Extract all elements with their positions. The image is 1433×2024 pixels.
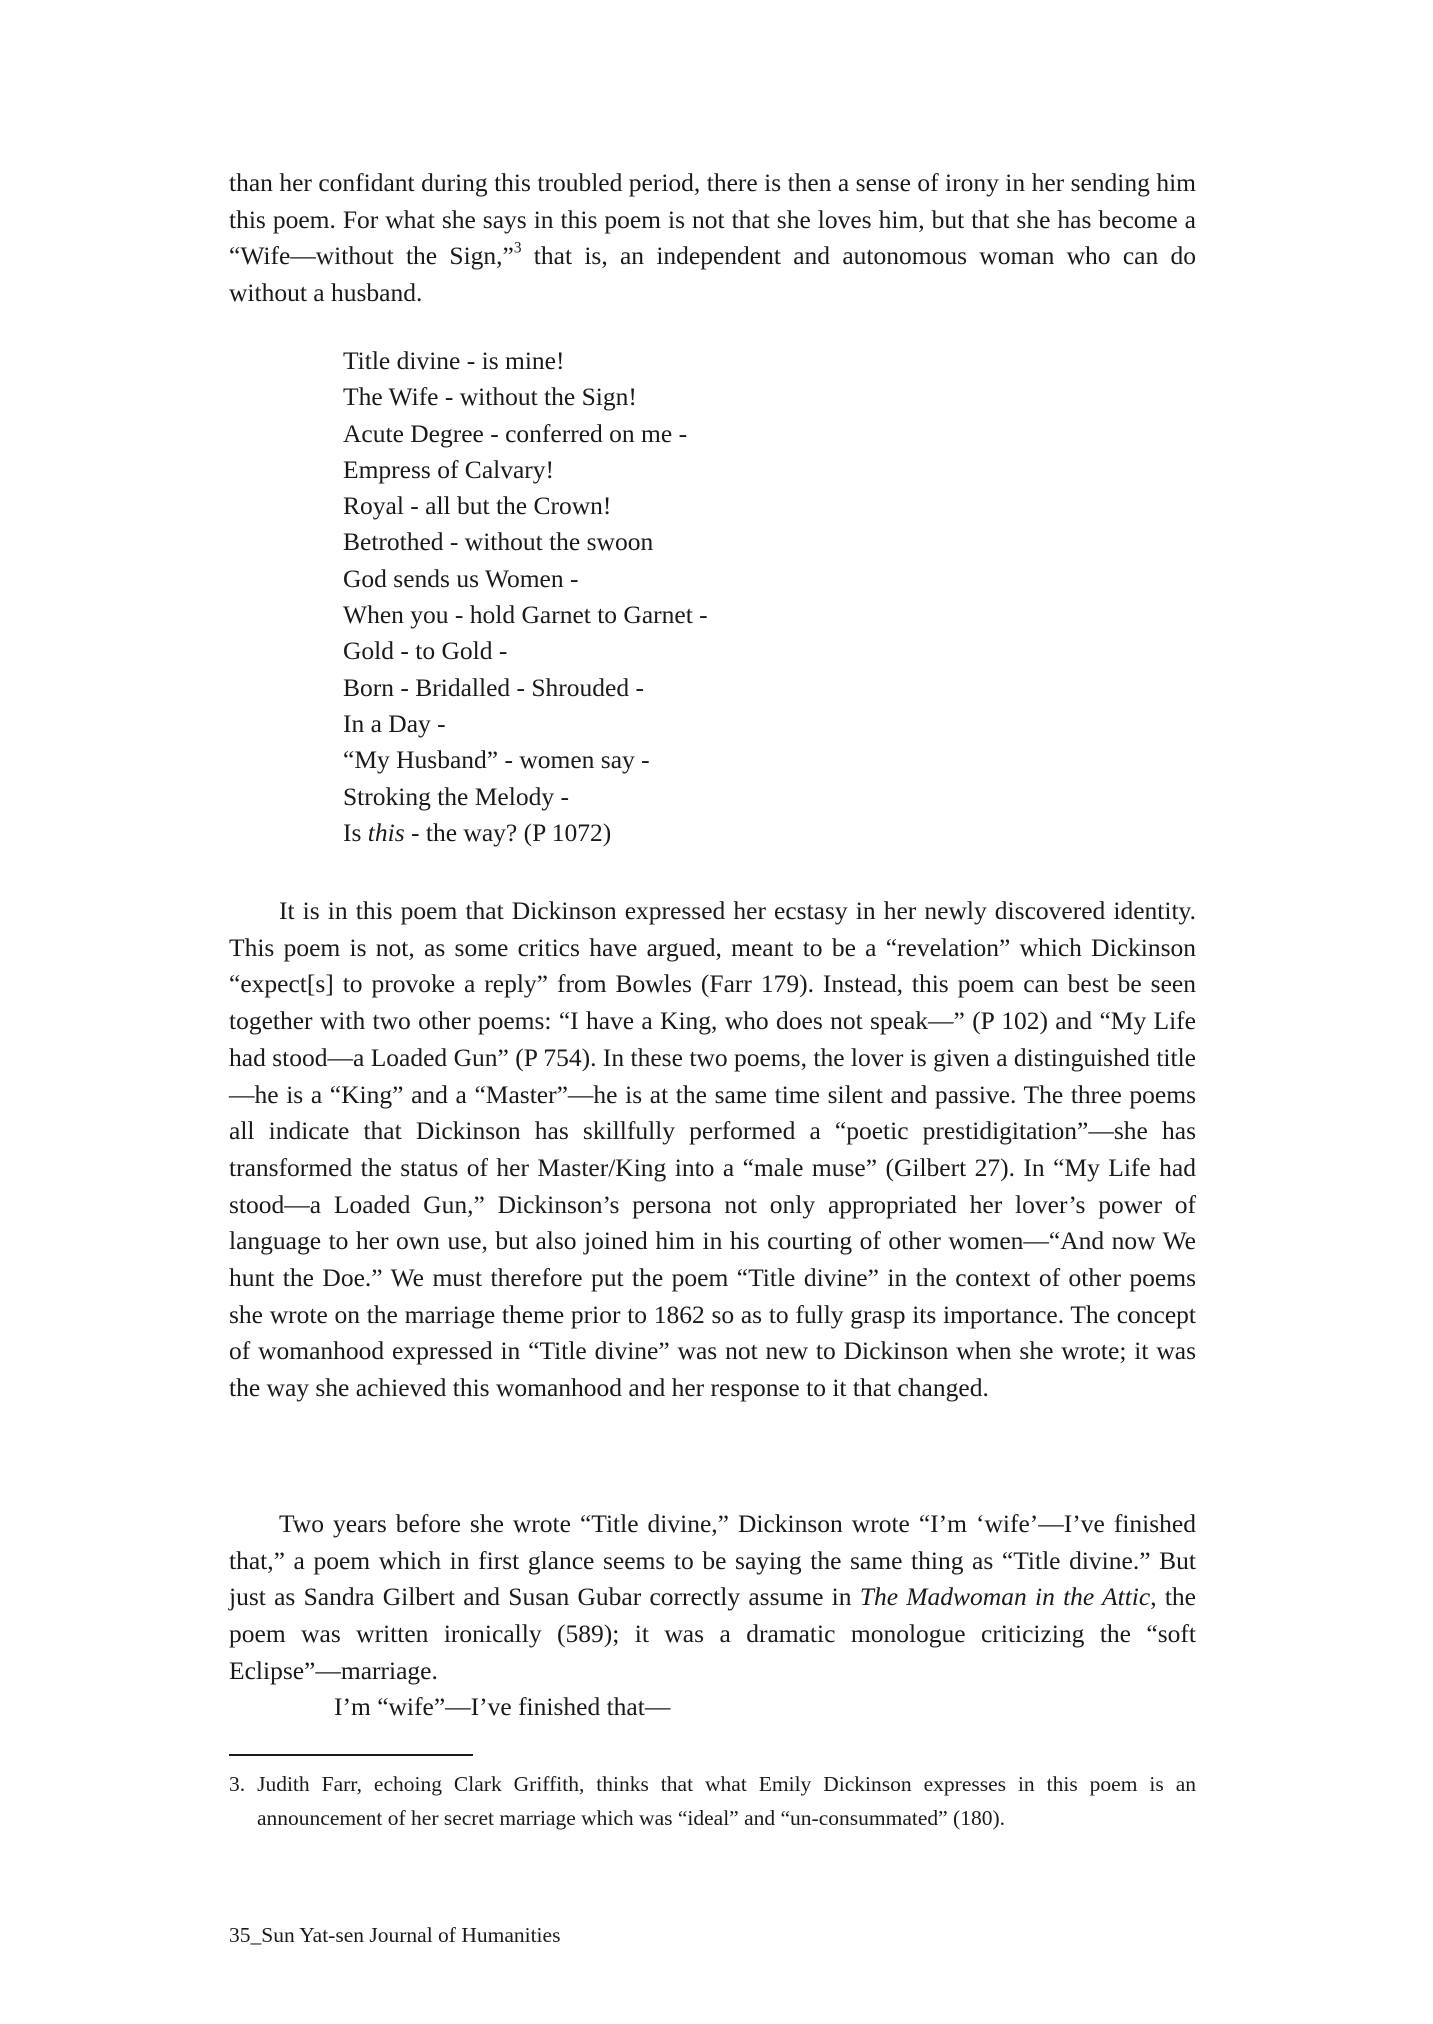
paragraph-body-1: It is in this poem that Dickinson expressed her ecstasy in her newly discovered identity. This poem is not, as some critics have argued, meant to be a “revelation” which Dickinson “expect[s] to provoke a reply” from Bowles (Farr 179). Instead, this poem can best be seen together with two other poems: “I have a King, who does not speak—” (P 102) and “My Life had stood—a Loaded Gun” (P 754). In these two poems, the lover is given a distinguished title—he is a “King” and a “Master”—he is at the same time silent and passive. The three poems all indicate that Dickinson has skillfully performed a “poetic prestidigitation”—she has transformed the status of her Master/King into a “male muse” (Gilbert 27). In “My Life had stood—a Loaded Gun,” Dickinson’s persona not only appropriated her lover’s power of language to her own use, but also joined him in his courting of other women—“And now We hunt the Doe.” We must therefore put the poem “Title divine” in the context of other poems she wrote on the marriage theme prior to 1862 so as to fully grasp its importance. The concept of womanhood expressed in “Title divine” was not new to Dickinson when she wrote; it was the way she achieved this womanhood and her response to it that changed. — [229, 896, 1196, 1403]
poem-title-divine — [343, 343, 708, 851]
footnote-divider — [229, 1754, 473, 1756]
poem-line: Empress of Calvary! — [343, 454, 555, 484]
paragraph-intro — [229, 165, 1196, 312]
poem-line: “My Husband” - women say - — [343, 745, 650, 775]
paragraph-intro-text-1: than her confidant during this troubled period, there is then a sense of irony in her sending him this poem. For what she says in this poem is not that she loves him, but that she has become a “Wife—without the Sign,” — [229, 168, 1196, 271]
poem-line: When you - hold Garnet to Garnet - — [343, 600, 708, 630]
poem-line: The Wife - without the Sign! — [343, 382, 637, 412]
paragraph-body-2 — [229, 1506, 1196, 1690]
poem-line: Born - Bridalled - Shrouded - — [343, 672, 644, 702]
page-footer: 35_Sun Yat-sen Journal of Humanities — [229, 1923, 561, 1947]
poem-line: God sends us Women - — [343, 563, 579, 593]
poem-last-line — [343, 815, 708, 851]
poem-last-line-emphasis: this — [367, 817, 405, 847]
footnote-3: 3. Judith Farr, echoing Clark Griffith, thinks that what Emily Dickinson expresses in this poem is an announcement of her secret marriage which was “ideal” and “un-consummated” (180). — [229, 1772, 1196, 1830]
book-title: The Madwoman in the Attic — [859, 1582, 1151, 1612]
paragraph-body-2-text-2: , the poem was written ironically (589); it was a dramatic monologue criticizing the “soft Eclipse”—marriage. — [229, 1582, 1196, 1685]
poem-line: In a Day - — [343, 708, 446, 738]
poem-line: Acute Degree - conferred on me - — [343, 418, 688, 448]
poem-quotation-first-line: I’m “wife”—I’ve finished that— — [334, 1692, 671, 1721]
paragraph-intro-text-2: that is, an independent and autonomous woman who can do without a husband. — [229, 241, 1196, 308]
poem-last-line-pre: Is — [343, 817, 368, 847]
paragraph-body-2-text-1: Two years before she wrote “Title divine,” Dickinson wrote “I’m ‘wife’—I’ve finished that,” a poem which in first glance seems to be saying the same thing as “Title divine.” But just as Sandra Gilbert and Susan Gubar correctly assume in — [229, 1509, 1196, 1612]
poem-line: Stroking the Melody - — [343, 781, 569, 811]
poem-line: Royal - all but the Crown! — [343, 491, 612, 521]
poem-line: Title divine - is mine! — [343, 346, 565, 375]
poem-line: Betrothed - without the swoon — [343, 527, 654, 557]
poem-last-line-post: - the way? (P 1072) — [404, 817, 612, 847]
poem-line: Gold - to Gold - — [343, 636, 508, 666]
footnote-reference: 3 — [513, 239, 522, 257]
